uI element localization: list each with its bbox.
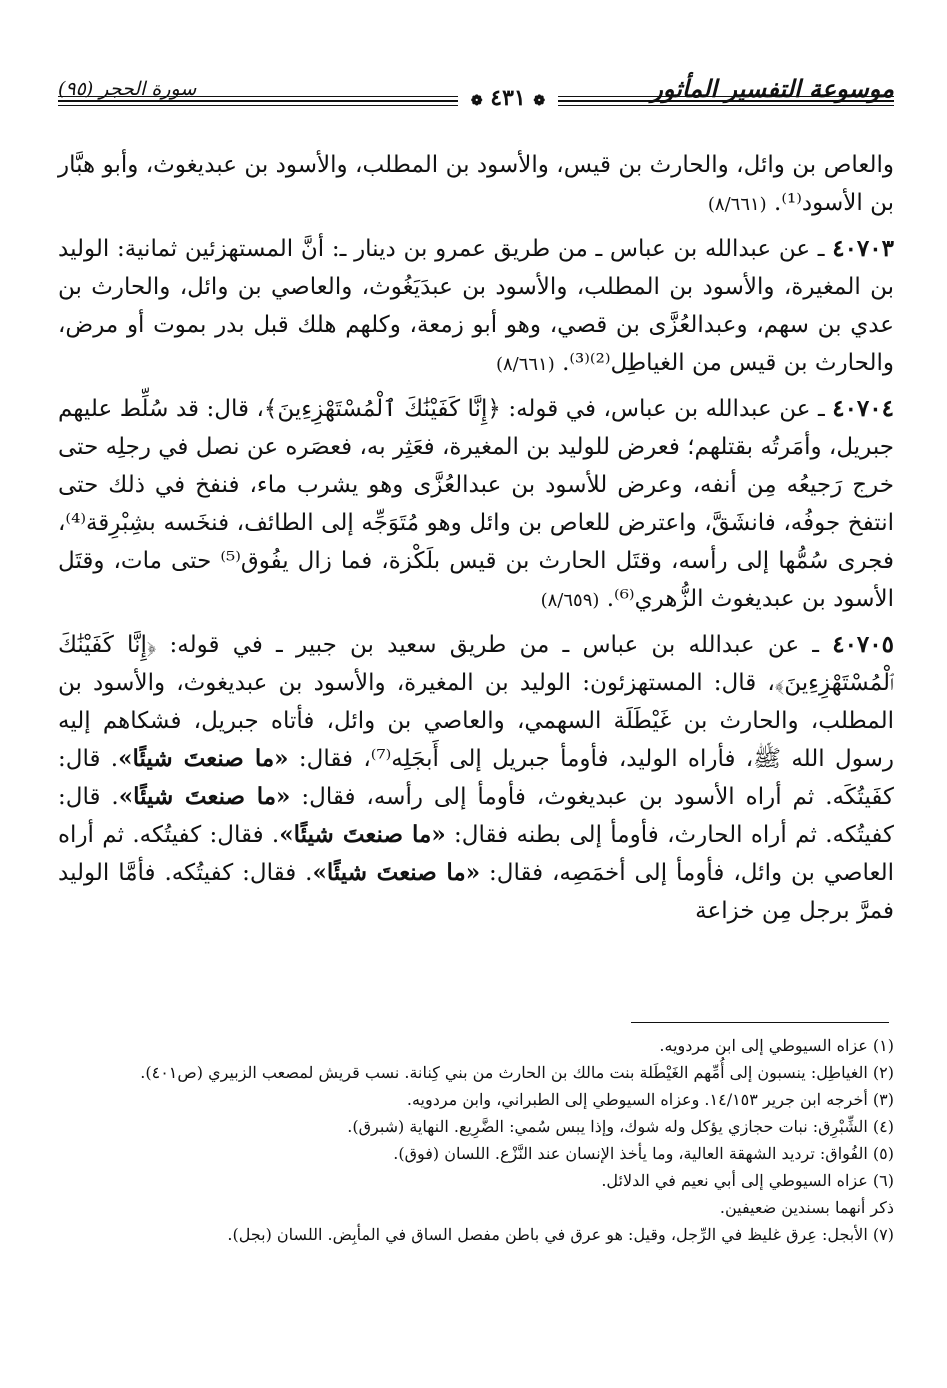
- paragraph: [58, 626, 894, 930]
- narration-number: ٤٠٧٠٥: [832, 631, 894, 658]
- footnote: ذكر أنهما بسندين ضعيفين.: [719, 1198, 894, 1217]
- surah-title: سورة الحجر (٩٥): [58, 78, 197, 100]
- volume-reference: (٨/٦٦١): [495, 354, 555, 375]
- footnote: (٧) الأبجل: عِرق غليظ في الرِّجل، وقيل: هو عرق في باطن مفصل الساق في المأبِض. اللسان (بجل).: [227, 1225, 894, 1244]
- paragraph-text: . فقال: كفيتُكه. فأمَّا الوليد فمرَّ برجل مِن خزاعة: [58, 860, 894, 924]
- paragraph-text: . قال: كفَيتُكَه. ثم أراه الأسود بن عبديغوث، فأومأ إلى رأسه، فقال:: [58, 746, 894, 810]
- paragraph-text: . قال: كفيتُكه. ثم أراه الحارث، فأومأ إلى بطنه فقال:: [58, 784, 894, 848]
- page-number-box: [458, 86, 558, 113]
- ornament-icon: ❁: [533, 93, 546, 109]
- footnote: (٦) عزاه السيوطي إلى أبي نعيم في الدلائل.: [601, 1171, 894, 1190]
- volume-reference: (٨/٦٥٩): [540, 590, 600, 611]
- paragraph-text: ـ عن عبدالله بن عباس ـ من طريق عمرو بن دينار ـ: أنَّ المستهزئين ثمانية: الوليد بن المغيرة، والأسود بن المطلب، والأسود بن عبدَيَغُوث، والعاصي بن وائل، والحارث بن عدي بن سهم، وعبدالعُزَّى بن قصي، وهو أبو زمعة، وكلهم هلك قبل بدر بموت أو مرض، والحارث بن قيس من الغياطِل⁽²⁾⁽³⁾.: [58, 236, 894, 376]
- paragraph-text: ـ عن عبدالله بن عباس ـ من طريق سعيد بن جبير ـ في قوله: ﴿إِنَّا كَفَيْنَٰكَ ٱلْمُسْتَهْزِءِينَ﴾، قال: المستهزئون: الوليد بن المغيرة، والأسود بن عبديغوث، والأسود بن المطلب، والحارث بن غَيْطَلَة السهمي، والعاصي بن وائل، فأتاه جبريل، فشكاهم إليه رسول الله ﷺ، فأراه الوليد، فأومأ جبريل إلى أَبجَلِه⁽⁷⁾، فقال:: [58, 632, 894, 772]
- paragraph-text: والعاص بن وائل، والحارث بن قيس، والأسود بن المطلب، والأسود بن عبديغوث، وأبو هبَّار بن الأسود⁽¹⁾.: [58, 152, 894, 216]
- paragraph: [58, 230, 894, 384]
- footnote: (٢) الغياطِل: ينسبون إلى أُمِّهم الغَيْطَلة بنت مالك بن الحارث من بني كِنانة. نسب قريش لمصعب الزبيري (ص٤٠١).: [140, 1063, 894, 1082]
- footnote: (٤) الشِّبْرِق: نبات حجازي يؤكل وله شوك، وإذا يبس سُمي: الضَّرِيع. النهاية (شبرق).: [347, 1117, 894, 1136]
- bold-quote: «ما صنعتَ شيئًا»: [118, 783, 291, 810]
- narration-number: ٤٠٧٠٣: [832, 235, 894, 262]
- paragraph-text: . فقال: كفيتُكه. ثم أراه العاصي بن وائل، فأومأ إلى أخمَصِه، فقال:: [58, 822, 895, 886]
- ornament-icon: ❁: [470, 93, 483, 109]
- bold-quote: «ما صنعتَ شيئًا»: [279, 821, 446, 848]
- bold-quote: «ما صنعتَ شيئًا»: [118, 745, 289, 772]
- book-title: موسوعة التفسير المأثور: [651, 74, 894, 103]
- page-number: ٤٣١: [490, 85, 526, 111]
- main-text: [58, 146, 894, 936]
- footnotes: [58, 1032, 894, 1248]
- footnote-divider: [631, 1022, 889, 1023]
- paragraph: [58, 146, 894, 224]
- footnote: (٥) الفُواق: ترديد الشهقة العالية، وما يأخذ الإنسان عند النَّزْع. اللسان (فوق).: [393, 1144, 894, 1163]
- paragraph: [58, 390, 894, 620]
- volume-reference: (٨/٦٦١): [707, 194, 767, 215]
- bold-quote: «ما صنعتَ شيئًا»: [312, 859, 481, 886]
- paragraph-text: ـ عن عبدالله بن عباس، في قوله: ﴿إِنَّا كَفَيْنَٰكَ ٱلْمُسْتَهْزِءِينَ﴾، قال: قد سُلِّط عليهم جبريل، وأمَرتُه بقتلهم؛ فعرض للوليد بن المغيرة، فعَثِر به، فعصَره عن نصل في رجلِه حتى خرج رَجيعُه مِن أنفه، وعرض للأسود بن عبدالعُزَّى وهو يشرب ماء، فنفخ في ذلك حتى انتفخ جوفُه، فانشَقَّ، واعترض للعاص بن وائل وهو مُتَوَجِّه إلى الطائف، فنخَسه بشِبْرِقة⁽⁴⁾، فجرى سُمُّها إلى رأسه، وقتَل الحارث بن قيس بلَكْزة، فما زال يفُوق⁽⁵⁾ حتى مات، وقتَل الأسود بن عبديغوث الزُّهري⁽⁶⁾.: [58, 396, 894, 612]
- footnote: (١) عزاه السيوطي إلى ابن مردويه.: [659, 1036, 894, 1055]
- page-header: [58, 70, 894, 110]
- footnote: (٣) أخرجه ابن جرير ١٤/١٥٣. وعزاه السيوطي إلى الطبراني، وابن مردويه.: [406, 1090, 894, 1109]
- narration-number: ٤٠٧٠٤: [832, 395, 894, 422]
